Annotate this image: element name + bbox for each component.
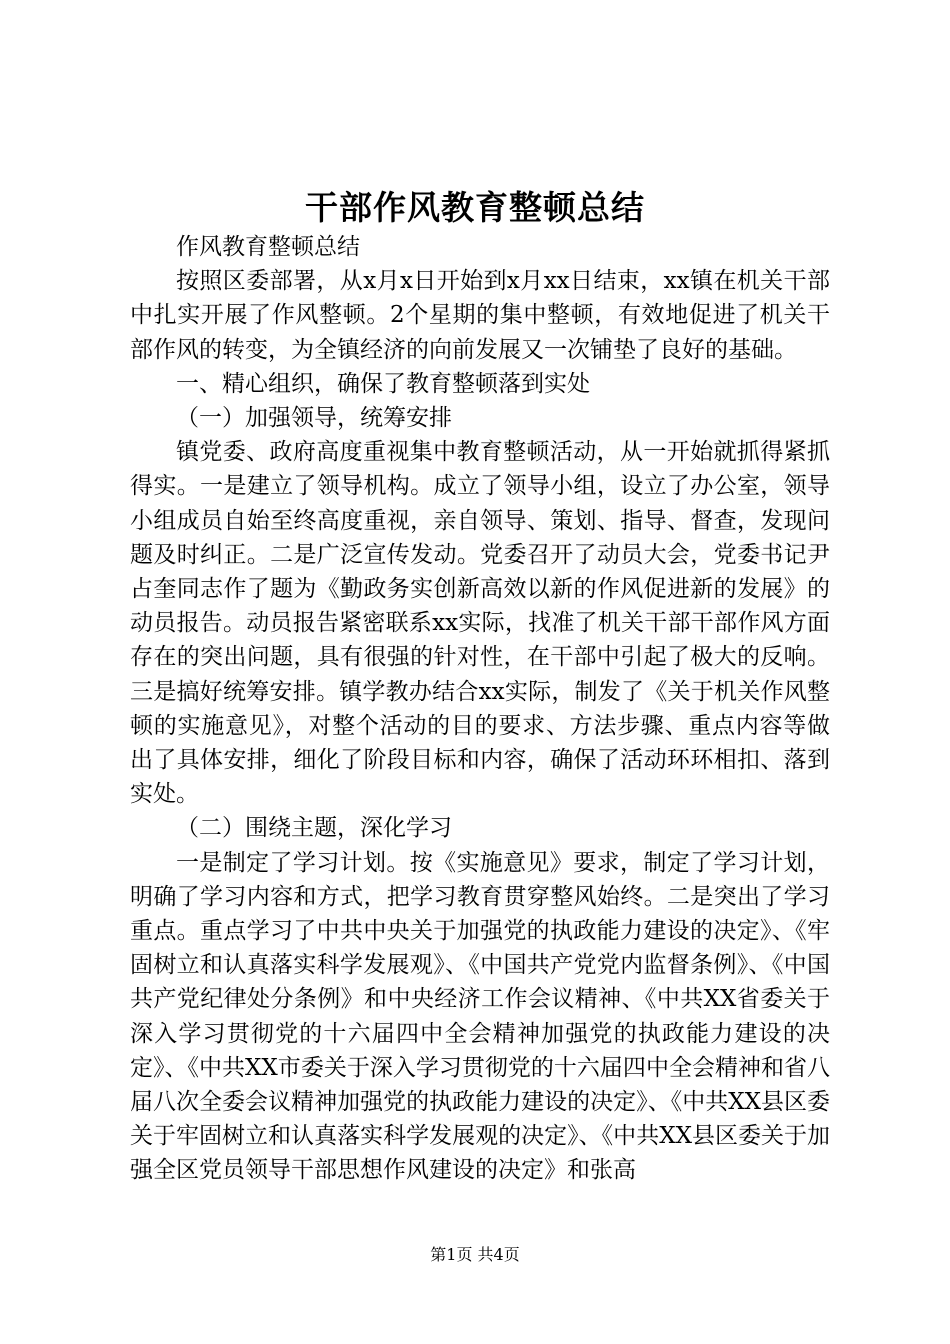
heading-subsection-1: （一）加强领导，统筹安排 <box>176 405 452 432</box>
document-title: 干部作风教育整顿总结 <box>305 188 645 227</box>
heading-subsection-2: （二）围绕主题，深化学习 <box>176 815 452 842</box>
document-body <box>130 230 830 1188</box>
page-footer: 第1页 共4页 <box>430 1245 520 1264</box>
heading-section-1: 一、精心组织，确保了教育整顿落到实处 <box>176 370 590 397</box>
paragraph-study: 一是制定了学习计划。按《实施意见》要求，制定了学习计划，明确了学习内容和方式，把学习教育贯穿整风始终。二是突出了学习重点。重点学习了中共中央关于加强党的执政能力建设的决定》、《牢固树立和认真落实科学发展观》、《中国共产党党内监督条例》、《中国共产党纪律处分条例》和中央经济工作会议精神、《中共XX省委关于深入学习贯彻党的十六届四中全会精神加强党的执政能力建设的决定》、《中共XX市委关于深入学习贯彻党的十六届四中全会精神和省八届八次全委会议精神加强党的执政能力建设的决定》、《中共XX县区委关于牢固树立和认真落实科学发展观的决定》、《中共XX县区委关于加强全区党员领导干部思想作风建设的决定》和张高 <box>130 849 830 1184</box>
paragraph-subtitle: 作风教育整顿总结 <box>176 234 360 260</box>
paragraph-leadership: 镇党委、政府高度重视集中教育整顿活动，从一开始就抓得紧抓得实。一是建立了领导机构。成立了领导小组，设立了办公室，领导小组成员自始至终高度重视，亲自领导、策划、指导、督查，发现问题及时纠正。二是广泛宣传发动。党委召开了动员大会，党委书记尹占奎同志作了题为《勤政务实创新高效以新的作风促进新的发展》的动员报告。动员报告紧密联系xx实际，找准了机关干部干部作风方面存在的突出问题，具有很强的针对性，在干部中引起了极大的反响。三是搞好统筹安排。镇学教办结合xx实际，制发了《关于机关作风整顿的实施意见》，对整个活动的目的要求、方法步骤、重点内容等做出了具体安排，细化了阶段目标和内容，确保了活动环环相扣、落到实处。 <box>130 439 830 808</box>
paragraph-intro: 按照区委部署，从x月x日开始到x月xx日结束，xx镇在机关干部中扎实开展了作风整顿。2个星期的集中整顿，有效地促进了机关干部作风的转变，为全镇经济的向前发展又一次铺垫了良好的基础。 <box>130 268 830 363</box>
